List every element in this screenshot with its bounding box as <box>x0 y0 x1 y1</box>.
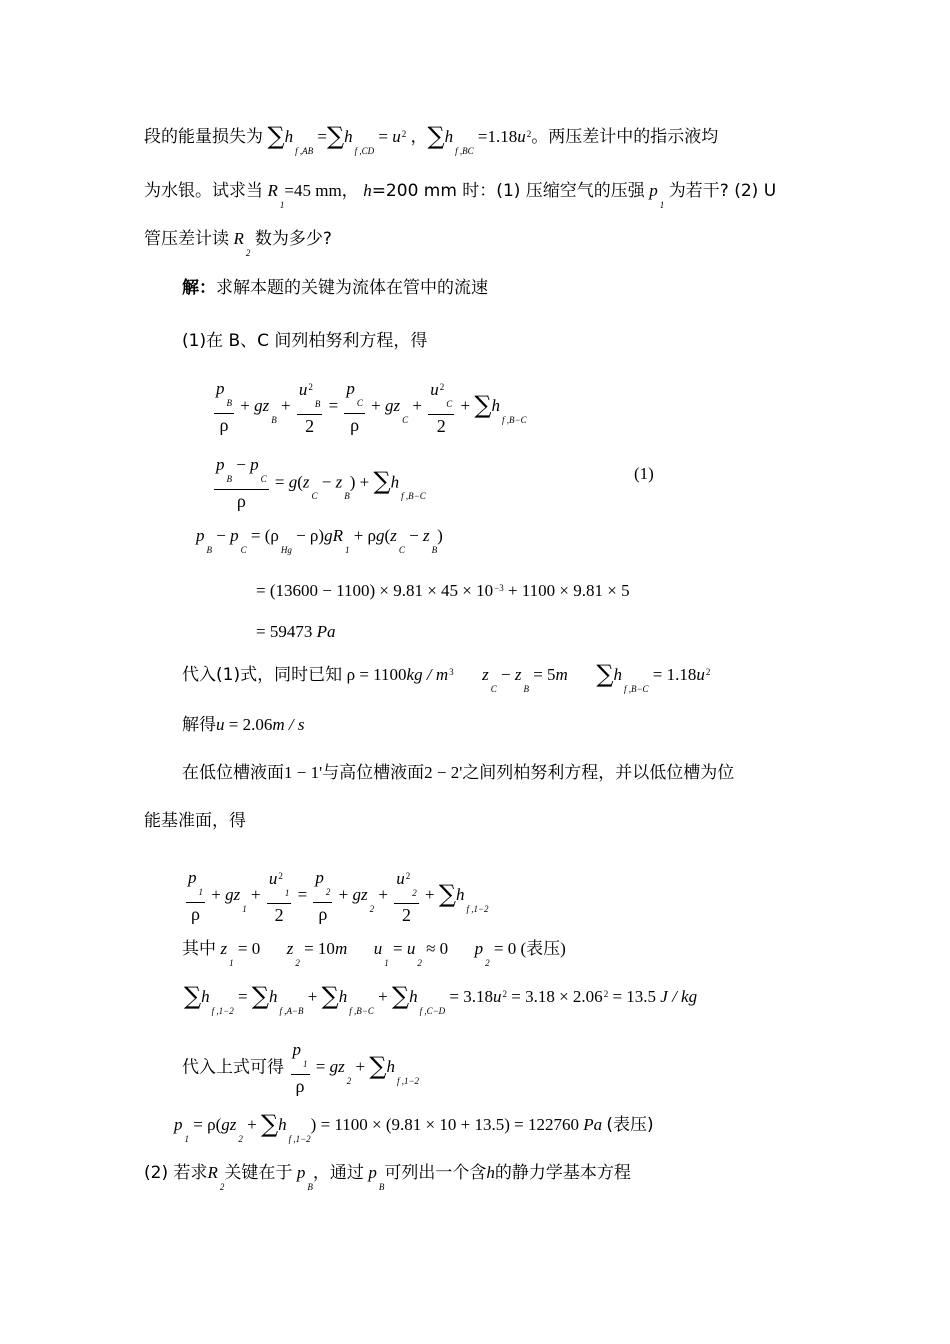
equation-p1-result: $p_1 = \rho(gz_2 + \sum h_{f ,1-2}) = 1100 \times (9.81 \times 10 + 13.5) = 122760$ Pa (表压) <box>174 1110 654 1144</box>
math-zdiff: $z_C - z_B = 5m$ <box>482 665 568 694</box>
equation-pressure-diff: $p_B - p_C = (\rho_{Hg} - \rho)gR_1 + \rho g(z_C - z_B)$ <box>196 526 443 555</box>
math-p2: $p_2 = 0$ (表压) <box>474 939 566 968</box>
solution-intro <box>182 275 488 300</box>
math-h: h <box>363 181 372 200</box>
math-pb: $p_B$ <box>368 1163 385 1192</box>
text-segment: =200 mm 时：(1) 压缩空气的压强 <box>371 181 645 201</box>
equation-numeric: = $(13600 - 1100) \times 9.81 \times 45 \times 10^{-3} + 1100 \times 9.81 \times 5$ <box>256 581 630 600</box>
text-segment: =45 mm， <box>284 181 359 200</box>
math-u: u = 2.06m / s <box>216 715 305 734</box>
math-z2: $z_2 = 10m$ <box>286 939 348 968</box>
math-sum-ab: $\sum h_{f ,AB} =\sum h_{f ,CD} = u^2$ ，$\sum h_{f ,BC} =1.18u^2$ <box>267 122 532 156</box>
paragraph-2-line-2: 能基准面，得 <box>144 811 246 831</box>
text-segment: 数为多少? <box>254 229 332 249</box>
text-segment: 段的能量损失为 <box>144 127 263 147</box>
solve-u-line: 解得u = 2.06m / s <box>182 715 305 735</box>
text-segment: 。两压差计中的指示液均 <box>531 127 719 147</box>
math-z1: $z_1 = 0$ <box>220 939 261 968</box>
text-segment: 管压差计读 <box>144 229 229 249</box>
math-h: h <box>486 1163 495 1182</box>
math-r1: $R_1$ <box>267 181 285 210</box>
equation-bernoulli-12: $\frac{p_1}{\rho}$ + $gz_1$ + $\frac{u^2_1}{2}$ = $\frac{p_2}{\rho}$ + $gz_2$ + $\frac{u^2_2}{2}$ + $\sum h_{f ,1-2}$ <box>188 867 489 925</box>
step-2-line: (2) 若求$R_2$关键在于 $p_B$，通过 $p_B$可列出一个含h的静力学基本方程 <box>144 1163 631 1192</box>
text-segment: 为水银。试求当 <box>144 181 263 201</box>
text-segment: (1)在 B、C 间列柏努利方程，得 <box>182 331 428 351</box>
math-r2: $R_2$ <box>207 1163 225 1192</box>
equation-bernoulli-bc: $\frac{p_B}{\rho}$ + $gz_B$ + $\frac{u^2_B}{2}$ = $\frac{p_C}{\rho}$ + $gz_C$ + $\frac{u^2_C}{2}$ + $\sum h_{f ,B-C}$ <box>216 378 527 436</box>
paragraph-2-line-1: 在低位槽液面1 − 1'与高位槽液面2 − 2'之间列柏努利方程，并以低位槽为位 <box>182 763 735 783</box>
equation-number: (1) <box>634 464 654 483</box>
math-u12: $u_1 = u_2 \approx 0$ <box>373 939 449 968</box>
substitution-2-line: 代入上式可得 $\frac{p_1}{\rho}$ = $gz_2 + \sum h_{f ,1-2}$ <box>182 1040 420 1096</box>
problem-line-3 <box>144 226 332 265</box>
math-p1: $p_1$ <box>649 181 665 210</box>
step-1-heading <box>182 328 427 353</box>
math-pb: $p_B$ <box>296 1163 313 1192</box>
problem-line-2 <box>144 178 776 217</box>
math-r2: $R_2$ <box>233 229 251 258</box>
equation-result-pa: = 59473 Pa <box>256 622 336 641</box>
equation-sum-h: $\sum h_{f ,1-2} = \sum h_{f ,A-B} + \sum h_{f ,B-C} + \sum h_{f ,C-D} = 3.18u^2 = 3.18 \times 2.06^2 = 13.5$ J / kg <box>184 982 698 1016</box>
math-p1-rho: $\frac{p_1}{\rho}$ = $gz_2 + \sum h_{f ,1-2}$ <box>292 1040 420 1096</box>
solution-label: 解： <box>182 278 216 298</box>
text-segment: 为若干? (2) U <box>668 181 777 201</box>
substitution-line: 代入(1)式，同时已知 $\rho = 1100kg / m^3$ $z_C - z_B = 5m$ $\sum h_{f ,B-C} = 1.18u^2$ <box>182 660 711 694</box>
problem-line-1 <box>144 122 718 163</box>
math-rho: $\rho = 1100kg / m^3$ <box>346 665 454 684</box>
text-segment: 求解本题的关键为流体在管中的流速 <box>216 278 488 298</box>
conditions-line: 其中 $z_1 = 0$ $z_2 = 10m$ $u_1 = u_2 \approx 0$ $p_2 = 0$ (表压) <box>182 939 566 968</box>
equation-1: $\frac{p_B - p_C}{\rho}$ = $g(z_C - z_B) + \sum h_{f ,B-C}$ <box>216 455 426 511</box>
math-sum-bc: $\sum h_{f ,B-C} = 1.18u^2$ <box>596 660 711 694</box>
